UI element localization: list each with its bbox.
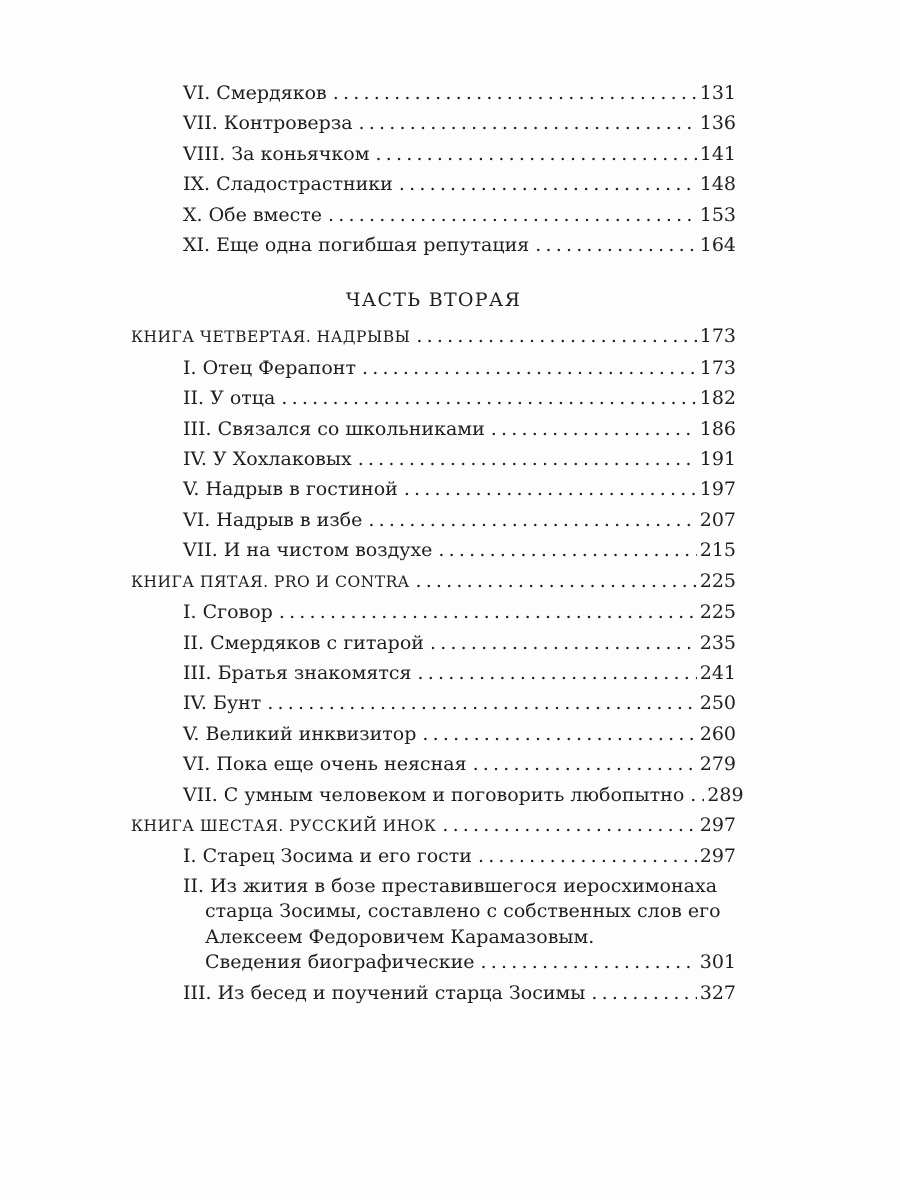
- toc-entry-page: 164: [699, 234, 736, 257]
- toc-entry-title: III. Братья знакомятся: [183, 661, 412, 684]
- dot-leader: [375, 139, 696, 169]
- dot-leader: [399, 169, 697, 199]
- toc-entry: [131, 535, 736, 565]
- toc-entry: [131, 230, 736, 260]
- toc-entry: [131, 78, 736, 108]
- toc-entry: [131, 353, 736, 383]
- toc-entry: [131, 444, 736, 474]
- toc-entry-line: Алексеем Федоровичем Карамазовым.: [205, 925, 595, 948]
- toc-entry-page: 186: [699, 417, 736, 440]
- toc-entry-title: VII. И на чистом воздухе: [183, 539, 433, 562]
- toc-entry-title: VIII. За коньячком: [183, 142, 370, 165]
- toc-entry-title: II. Смердяков с гитарой: [183, 631, 424, 654]
- toc-entry: [131, 505, 736, 535]
- toc-entry-title: I. Отец Ферапонт: [183, 356, 356, 379]
- toc-entry-line: старца Зосимы, составлено с собственных слов его: [205, 900, 721, 923]
- toc-entry-title: II. У отца: [183, 387, 276, 410]
- toc-entry: [131, 874, 736, 976]
- toc-entry: [131, 719, 736, 749]
- toc-entry-title: IV. У Хохлаковых: [183, 448, 352, 471]
- dot-leader: [281, 383, 696, 413]
- toc-entry-page: 250: [699, 692, 736, 715]
- toc-entry-page: 141: [699, 142, 736, 165]
- toc-entry-page: 136: [699, 112, 736, 135]
- toc-book-entry: [131, 810, 736, 841]
- dot-leader: [267, 688, 696, 718]
- dot-leader: [481, 950, 697, 975]
- toc-entry-title: XI. Еще одна погибшая репутация: [183, 234, 530, 257]
- toc-entry-title: Сведения биографические: [205, 950, 475, 973]
- dot-leader: [442, 810, 696, 840]
- dot-leader: [368, 505, 696, 535]
- toc-entry-line: II. Из жития в бозе преставившегося иеросхимонаха: [183, 874, 718, 897]
- toc-entry-page: 289: [707, 783, 744, 806]
- dot-leader: [430, 628, 697, 658]
- toc-entry: [131, 841, 736, 871]
- toc-entry-page: 215: [699, 539, 736, 562]
- toc-entry-title: III. Связался со школьниками: [183, 417, 485, 440]
- toc-entry: [131, 169, 736, 199]
- toc-entry-page: 241: [699, 661, 736, 684]
- toc-entry-title: КНИГА ЧЕТВЕРТАЯ. НАДРЫВЫ: [131, 328, 411, 347]
- dot-leader: [591, 978, 696, 1008]
- toc-entry: [131, 658, 736, 688]
- toc-entry-page: 153: [699, 203, 736, 226]
- toc-entry-title: V. Надрыв в гостиной: [183, 478, 398, 501]
- dot-leader: [416, 321, 696, 351]
- toc-entry-page: 327: [699, 982, 736, 1005]
- toc-entry-title: X. Обе вместе: [183, 203, 323, 226]
- dot-leader: [333, 78, 697, 108]
- toc-entry-page: 279: [699, 753, 736, 776]
- dot-leader: [415, 566, 696, 596]
- toc-entry: [131, 383, 736, 413]
- toc-entry-title: I. Старец Зосима и его гости: [183, 845, 472, 868]
- toc-entry-page: 148: [699, 173, 736, 196]
- toc-entry-title: VII. С умным человеком и поговорить любопытно: [183, 783, 685, 806]
- toc-entry-title: III. Из бесед и поучений старца Зосимы: [183, 982, 586, 1005]
- toc-entry-page: 297: [699, 845, 736, 868]
- toc-entry: [131, 139, 736, 169]
- toc-entry-page: 301: [699, 950, 736, 973]
- dot-leader: [404, 474, 697, 504]
- toc-entry: [131, 474, 736, 504]
- toc-entry: [131, 688, 736, 718]
- dot-leader: [418, 658, 697, 688]
- toc-entry-title: IV. Бунт: [183, 692, 262, 715]
- toc-entry-page: 207: [699, 508, 736, 531]
- toc-entry: [131, 597, 736, 627]
- toc-entry-page: 235: [699, 631, 736, 654]
- dot-leader: [491, 414, 697, 444]
- toc-entry: [131, 628, 736, 658]
- toc-entry: [131, 749, 736, 779]
- dot-leader: [535, 230, 697, 260]
- toc-entry-title: V. Великий инквизитор: [183, 722, 417, 745]
- toc-book-entry: [131, 321, 736, 352]
- dot-leader: [358, 444, 697, 474]
- toc-entry-title: VI. Пока еще очень неясная: [183, 753, 467, 776]
- part-heading: ЧАСТЬ ВТОРАЯ: [345, 289, 522, 312]
- dot-leader: [478, 841, 697, 871]
- toc-entry-title: I. Сговор: [183, 601, 273, 624]
- toc-entry-title: КНИГА ПЯТАЯ. PRO И CONTRA: [131, 572, 410, 591]
- dot-leader: [362, 353, 697, 383]
- table-of-contents: [131, 78, 744, 1009]
- dot-leader: [328, 200, 697, 230]
- toc-entry-page: 225: [699, 601, 736, 624]
- toc-entry-title: VII. Контроверза: [183, 112, 353, 135]
- dot-leader: [438, 535, 696, 565]
- toc-entry-page: 131: [699, 82, 736, 104]
- toc-entry-title: VI. Надрыв в избе: [183, 508, 363, 531]
- toc-entry: [131, 200, 736, 230]
- toc-entry-title: VI. Смердяков: [183, 82, 327, 104]
- toc-entry: [131, 108, 736, 138]
- dot-leader: [690, 780, 704, 810]
- toc-entry-page: 225: [699, 569, 736, 592]
- toc-entry-page: 173: [699, 356, 736, 379]
- dot-leader: [359, 108, 697, 138]
- dot-leader: [473, 749, 697, 779]
- toc-entry: [131, 978, 736, 1008]
- toc-entry-line: [183, 950, 736, 975]
- toc-entry-page: 182: [699, 387, 736, 410]
- toc-entry-page: 191: [699, 448, 736, 471]
- toc-entry: [131, 780, 744, 810]
- toc-entry: [131, 414, 736, 444]
- toc-book-entry: [131, 566, 736, 597]
- toc-entry-page: 260: [699, 722, 736, 745]
- toc-entry-title: КНИГА ШЕСТАЯ. РУССКИЙ ИНОК: [131, 816, 437, 835]
- toc-entry-title: IX. Сладострастники: [183, 173, 393, 196]
- dot-leader: [422, 719, 696, 749]
- toc-entry-page: 297: [699, 813, 736, 836]
- toc-entry-page: 173: [699, 325, 736, 348]
- toc-entry-page: 197: [699, 478, 736, 501]
- dot-leader: [279, 597, 697, 627]
